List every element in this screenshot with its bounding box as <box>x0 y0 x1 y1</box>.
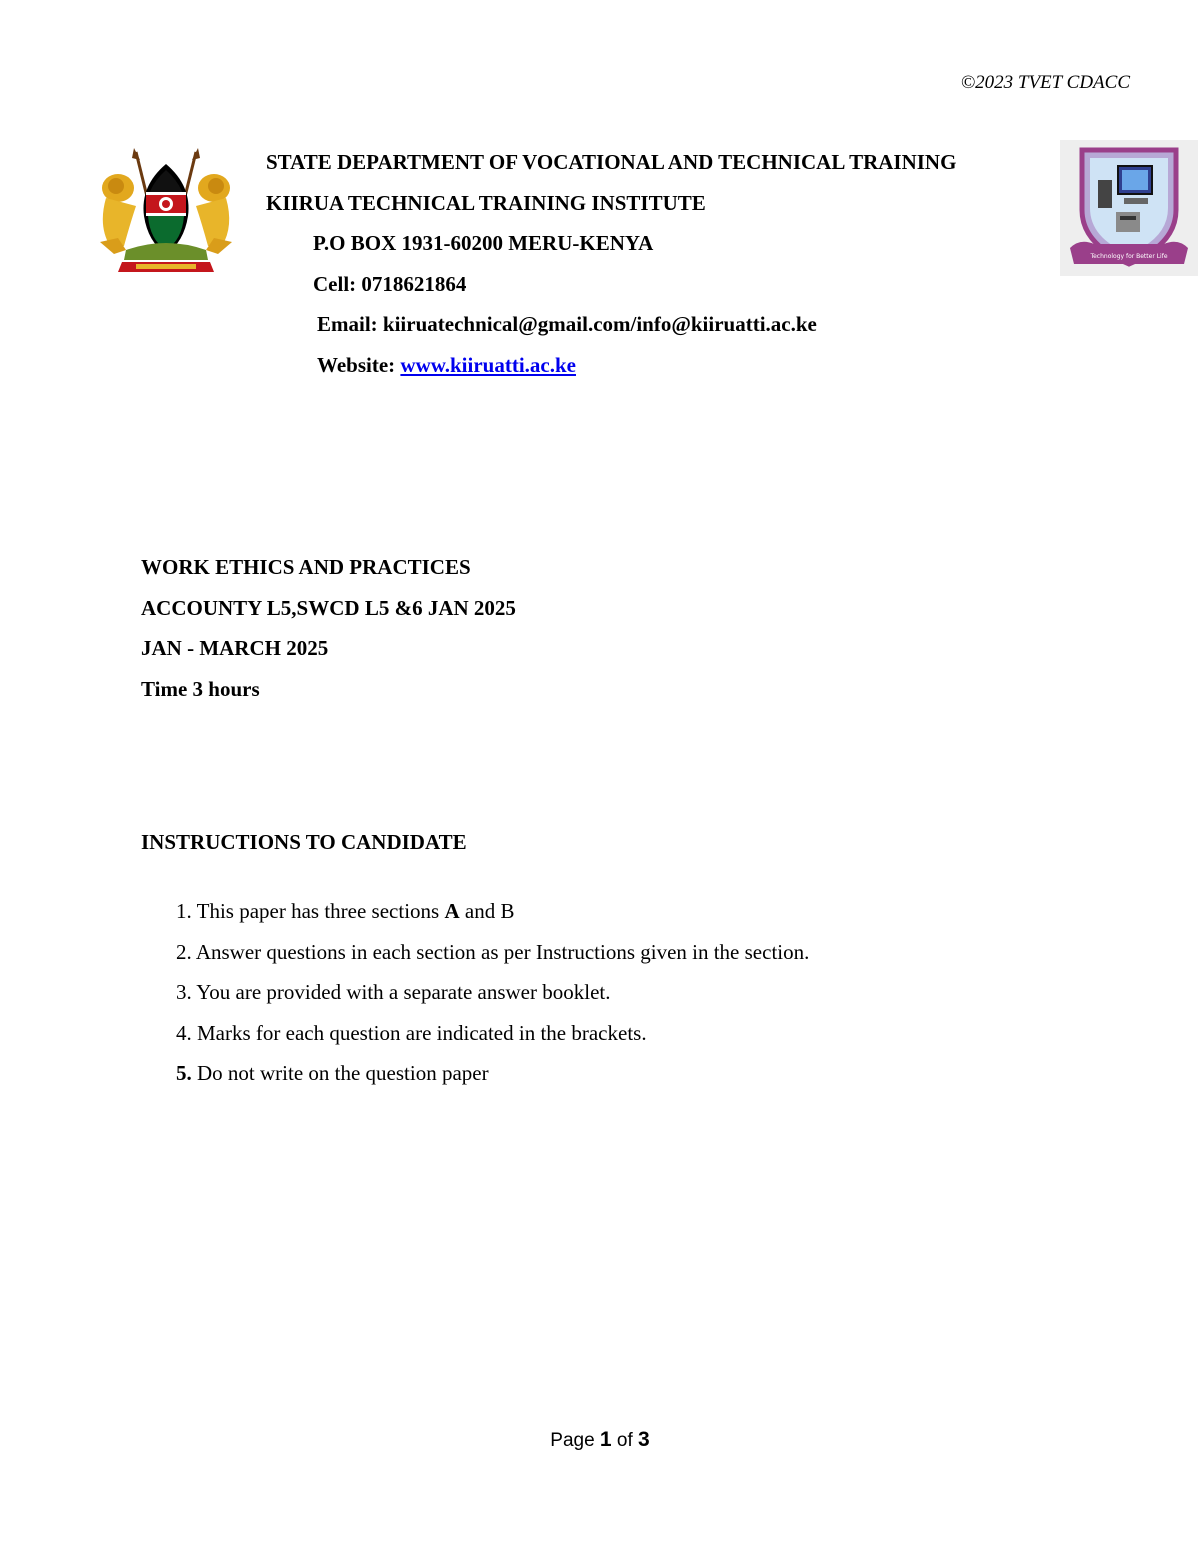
page-word: Page <box>550 1430 595 1451</box>
institution-header <box>266 142 956 385</box>
list-item: 4. Marks for each question are indicated in the brackets. <box>176 1020 647 1045</box>
cell-number: Cell: 0718621864 <box>313 271 467 296</box>
page-total: 3 <box>638 1428 650 1451</box>
instructions-list <box>176 891 809 1094</box>
website-label: Website: <box>317 352 401 377</box>
exam-classes: ACCOUNTY L5,SWCD L5 &6 JAN 2025 <box>141 595 516 620</box>
list-item: 1. This paper has three sections A and B <box>176 899 515 923</box>
exam-details <box>141 547 516 709</box>
page-footer <box>0 1428 1200 1452</box>
exam-period: JAN - MARCH 2025 <box>141 636 329 660</box>
exam-title: WORK ETHICS AND PRACTICES <box>141 555 471 579</box>
website-line <box>266 345 956 386</box>
list-item: 2. Answer questions in each section as per Instructions given in the section. <box>176 939 810 964</box>
instructions-title: INSTRUCTIONS TO CANDIDATE <box>141 830 467 854</box>
institute-shield-logo <box>1060 140 1198 276</box>
copyright-notice: ©2023 TVET CDACC <box>960 72 1130 93</box>
exam-time: Time 3 hours <box>141 676 260 701</box>
coat-of-arms-logo <box>96 146 236 276</box>
postal-address: P.O BOX 1931-60200 MERU-KENYA <box>313 231 654 255</box>
page-number: 1 <box>599 1428 612 1451</box>
institute-name: KIIRUA TECHNICAL TRAINING INSTITUTE <box>266 190 706 215</box>
list-item: 5. Do not write on the question paper <box>176 1061 489 1085</box>
of-word: of <box>616 1430 633 1451</box>
email-address: Email: kiiruatechnical@gmail.com/info@kiiruatti.ac.ke <box>317 312 817 336</box>
institute-motto: Technology for Better Life <box>1090 253 1168 260</box>
department-name: STATE DEPARTMENT OF VOCATIONAL AND TECHNICAL TRAINING <box>266 150 957 174</box>
list-item: 3. You are provided with a separate answer booklet. <box>176 980 611 1004</box>
website-link[interactable]: www.kiiruatti.ac.ke <box>400 352 576 377</box>
